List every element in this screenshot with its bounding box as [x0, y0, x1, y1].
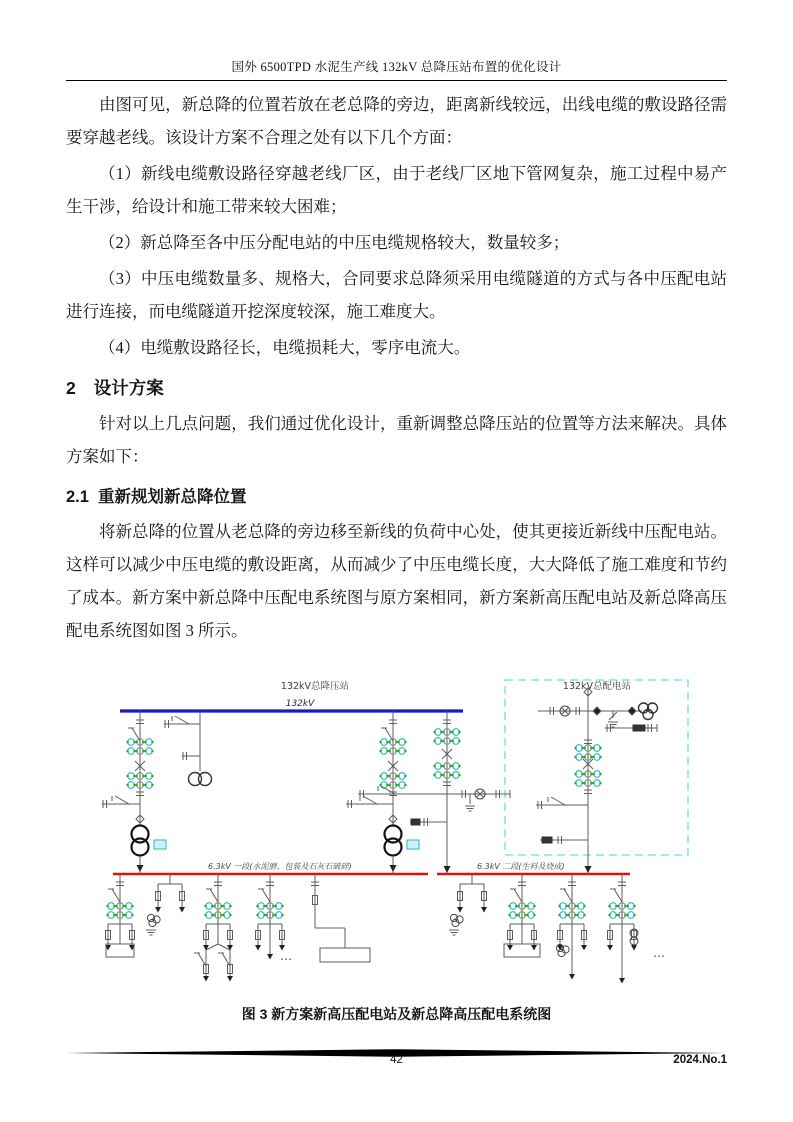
- section-2-1-title: 重新规划新总降位置: [97, 488, 247, 506]
- label-132kv-bus: 132kV: [285, 699, 315, 709]
- section-2-1-number: 2.1: [66, 488, 89, 506]
- list-item-2: （2）新总降至各中压分配电站的中压电缆规格较大，数量较多；: [99, 233, 570, 252]
- section-heading-2: [66, 373, 727, 403]
- figure-caption: 图 3 新方案新高压配电站及新总降高压配电系统图: [241, 1006, 552, 1022]
- ellipsis-left: …: [280, 949, 292, 963]
- issue-number: 2024.No.1: [673, 1054, 727, 1066]
- list-item-4: （4）电缆敷设路径长，电缆损耗大，零序电流大。: [99, 338, 471, 357]
- single-line-diagram: [58, 676, 738, 1008]
- diagram-symbols: [102, 680, 688, 984]
- label-hv-distribution-station: 132kV总配电站: [562, 681, 632, 692]
- list-item-1: （1）新线电缆敷设路径穿越老线厂区，由于老线厂区地下管网复杂，施工过程中易产生干涉，给设计和施工带来较大困难；: [66, 164, 727, 216]
- station-boundary-box: [505, 680, 688, 855]
- section-heading-2-1: [66, 483, 727, 511]
- section-2-title: 设计方案: [93, 378, 164, 398]
- ellipsis-right: …: [653, 946, 665, 960]
- page-number: 42: [390, 1054, 403, 1066]
- figure-3-diagram: [58, 676, 738, 1008]
- footer-rule: [66, 1044, 727, 1052]
- label-bus-6-3kv-section2: 6.3kV 二段(生料及烧成): [477, 862, 565, 871]
- paragraph-solution-intro: 针对以上几点问题，我们通过优化设计，重新调整总降压站的位置等方法来解决。具体方案如下：: [66, 414, 727, 466]
- paragraph-intro: 由图可见，新总降的位置若放在老总降的旁边，距离新线较远，出线电缆的敷设路径需要穿越老线。该设计方案不合理之处有以下几个方面：: [66, 95, 727, 147]
- label-hv-substation: 132kV总降压站: [280, 681, 350, 692]
- paragraph-plan-detail: 将新总降的位置从老总降的旁边移至新线的负荷中心处，使其更接近新线中压配电站。这样可以减少中压电缆的敷设距离，从而减少了中压电缆长度，大大降低了施工难度和节约了成本。新方案中新总降中压配电系统图与原方案相同，新方案新高压配电站及新总降高压配电系统图如图 3 所示。: [66, 522, 727, 640]
- list-item-3: （3）中压电缆数量多、规格大，合同要求总降须采用电缆隧道的方式与各中压配电站进行连接，而电缆隧道开挖深度较深，施工难度大。: [66, 269, 727, 321]
- running-head-title: 国外 6500TPD 水泥生产线 132kV 总降压站布置的优化设计: [231, 60, 562, 74]
- section-2-number: 2: [66, 378, 76, 398]
- label-bus-6-3kv-section1: 6.3kV 一段(水泥磨、包装及石灰石破碎): [208, 862, 352, 871]
- header-rule: [66, 80, 727, 81]
- page-content: [66, 88, 727, 647]
